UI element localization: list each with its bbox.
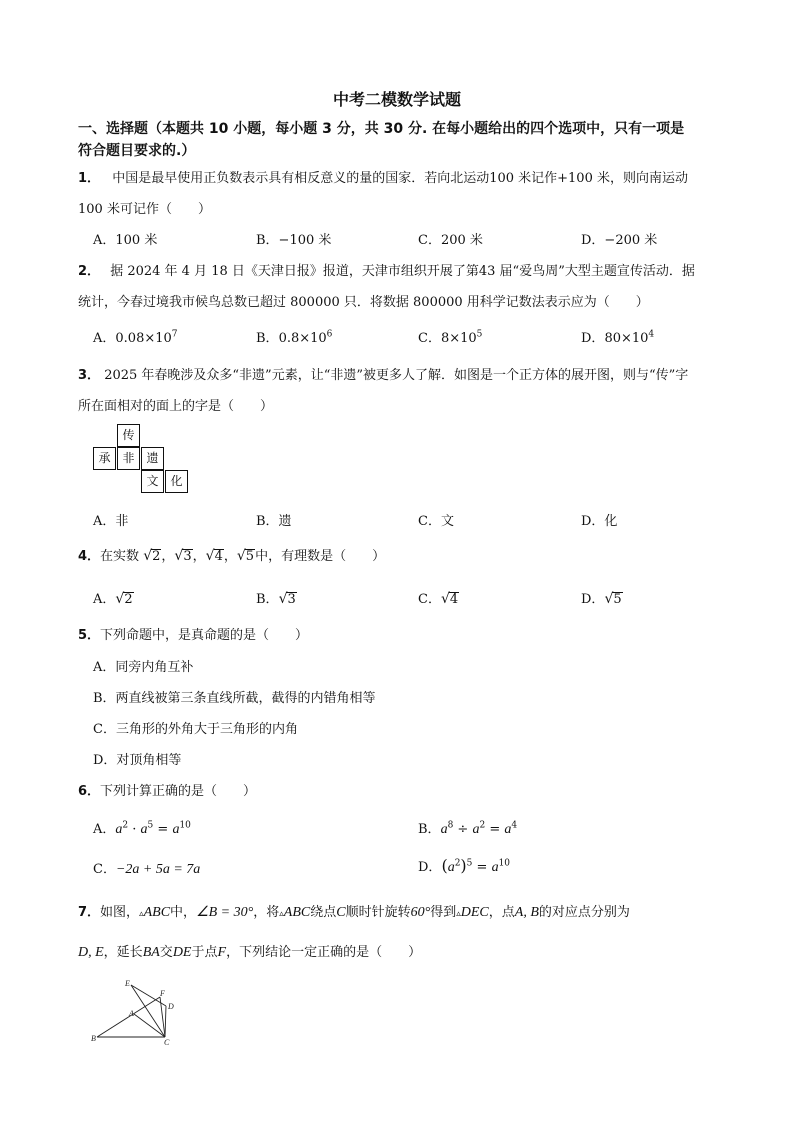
radical-sign: √ <box>278 591 288 607</box>
label-f: F <box>160 989 165 998</box>
question-2-line1 <box>78 260 695 279</box>
q1-option-a[interactable]: A．100 米 <box>93 233 158 248</box>
question-3-line1 <box>78 364 688 383</box>
question-number: 5． <box>78 628 101 643</box>
q6-option-c[interactable] <box>93 858 200 878</box>
q4-option-b[interactable] <box>256 588 297 607</box>
question-4-line1: 4．在实数 √2，√3，√4，√5中，有理数是（ ） <box>78 548 386 564</box>
option-label: D． <box>581 592 605 607</box>
option-exponent: 4 <box>648 329 655 340</box>
question-text: ，将 <box>253 905 280 920</box>
math-symbol: ∠B = 30° <box>196 905 254 920</box>
radical-sign: √ <box>604 591 614 607</box>
question-text: 于点 <box>191 945 218 960</box>
question-text: 顺时针旋转 <box>345 905 411 920</box>
option-label: C． <box>418 592 441 607</box>
question-text: 交 <box>159 945 173 960</box>
question-text: 如图， <box>100 905 140 920</box>
net-face: 化 <box>165 470 188 493</box>
q6-option-b[interactable]: B．$a^8 \div a^2 = a^4$ <box>418 820 518 837</box>
math-symbol: DEC <box>460 905 489 920</box>
radicand: 5 <box>613 592 622 607</box>
question-number: 4． <box>78 549 101 564</box>
option-base: 0.8×10 <box>278 331 327 346</box>
label-a: A <box>129 1009 134 1018</box>
label-c: C <box>164 1038 170 1047</box>
radical-sign: √ <box>115 591 125 607</box>
question-2-line2: 统计，今春过境我市候鸟总数已超过 800000 只．将数据 800000 用科学记数法表示应为（ ） <box>78 295 649 310</box>
section-heading-line1: 一、选择题（本题共 10 小题，每小题 3 分，共 30 分. 在每小题给出的四个选项中，只有一项是 <box>78 121 685 137</box>
option-base: 80×10 <box>604 331 649 346</box>
radicand: 4 <box>214 549 223 564</box>
question-number: 6． <box>78 784 101 799</box>
label-d: D <box>168 1002 174 1011</box>
option-exponent: 6 <box>326 329 333 340</box>
label-e: E <box>125 979 130 988</box>
q4-option-c[interactable] <box>418 588 459 607</box>
q6-option-d[interactable]: D．$(a^2)^5 = a^{10}$ <box>418 856 511 875</box>
question-text: 的对应点分别为 <box>538 905 630 920</box>
option-label: D． <box>418 860 442 875</box>
math-symbol: ABC <box>143 905 171 920</box>
cube-net-figure <box>93 424 193 496</box>
q2-option-d[interactable] <box>581 327 654 346</box>
question-number: 7． <box>78 905 101 920</box>
question-1-line2: 100 米可记作（ ） <box>78 202 211 217</box>
q5-option-b[interactable]: B．两直线被第三条直线所截，截得的内错角相等 <box>93 691 376 706</box>
segment-dc <box>165 1006 166 1037</box>
question-text: 据 2024 年 4 月 18 日《天津日报》报道，天津市组织开展了第43 届“爱鸟周”大型主题宣传活动．据 <box>110 264 695 279</box>
label-b: B <box>91 1034 96 1043</box>
radical-sign: √ <box>440 591 450 607</box>
option-label: D． <box>581 331 605 346</box>
option-label: A． <box>93 592 116 607</box>
q4-option-d[interactable] <box>581 588 623 607</box>
question-number: 2． <box>78 264 101 279</box>
option-label: C． <box>93 862 116 877</box>
math-symbol: DE <box>172 945 192 960</box>
option-expression: −2a + 5a = 7a <box>115 862 201 877</box>
option-exponent: 7 <box>171 329 178 340</box>
question-1-line1 <box>78 167 688 186</box>
math-symbol: A, B <box>514 905 539 920</box>
net-face: 文 <box>141 470 164 493</box>
radical-sign: √ <box>143 548 153 564</box>
radicand: 2 <box>152 549 161 564</box>
q2-option-a[interactable] <box>93 327 178 346</box>
math-symbol: C <box>336 905 346 920</box>
radicand: 3 <box>183 549 192 564</box>
question-text: 在实数 <box>100 549 140 564</box>
q3-option-a[interactable]: A．非 <box>93 514 129 529</box>
question-text: ，下列结论一定正确的是（ ） <box>226 945 422 960</box>
net-face: 承 <box>93 447 116 470</box>
q4-option-a[interactable] <box>93 588 134 607</box>
question-3-line2: 所在面相对的面上的字是（ ） <box>78 399 274 414</box>
option-base: 0.08×10 <box>115 331 172 346</box>
option-base: 8×10 <box>440 331 477 346</box>
question-text: 绕点 <box>310 905 337 920</box>
radicand: 4 <box>449 592 459 607</box>
question-5-line1 <box>78 624 308 643</box>
q3-option-d[interactable]: D．化 <box>581 514 618 529</box>
question-text: 下列计算正确的是（ ） <box>100 784 257 799</box>
net-face: 遗 <box>141 447 164 470</box>
q5-option-c[interactable]: C．三角形的外角大于三角形的内角 <box>93 722 298 737</box>
question-text: ，延长 <box>103 945 143 960</box>
option-label: B． <box>256 592 279 607</box>
q3-option-b[interactable]: B．遗 <box>256 514 292 529</box>
radicand: 2 <box>124 592 133 607</box>
option-label: B． <box>418 822 441 837</box>
q5-option-a[interactable]: A．同旁内角互补 <box>93 660 194 675</box>
question-7-line2 <box>78 941 421 961</box>
radicand: 5 <box>245 549 255 564</box>
net-face: 非 <box>117 447 140 470</box>
q1-option-c[interactable]: C．200 米 <box>418 233 483 248</box>
option-label: A． <box>93 822 116 837</box>
page-title: 中考二模数学试题 <box>332 90 461 109</box>
question-text: 下列命题中，是真命题的是（ ） <box>100 628 309 643</box>
q5-option-d[interactable]: D．对顶角相等 <box>93 753 182 768</box>
radical-sign: √ <box>236 548 246 564</box>
option-exponent: 5 <box>476 329 483 340</box>
question-text: 中，有理数是（ ） <box>255 549 386 564</box>
question-text: 中国是最早使用正负数表示具有相反意义的量的国家．若向北运动100 米记作+100 米，则向南运动 <box>112 171 688 186</box>
math-symbol: BA <box>142 945 160 960</box>
option-label: B． <box>256 331 279 346</box>
q2-option-c[interactable] <box>418 327 482 346</box>
math-symbol: ABC <box>283 905 311 920</box>
q1-option-d[interactable]: D．−200 米 <box>581 233 658 248</box>
question-text: 2025 年春晚涉及众多“非遗”元素，让“非遗”被更多人了解．如图是一个正方体的展开图，则与“传”字 <box>104 368 689 383</box>
radical-sign: √ <box>174 548 184 564</box>
radical-sign: √ <box>205 548 215 564</box>
segment-ac <box>134 1014 165 1037</box>
question-text: 得到 <box>430 905 457 920</box>
math-symbol: F <box>217 945 227 960</box>
q6-option-a[interactable]: A．$a^2 \cdot a^5 = a^{10}$ <box>93 820 191 837</box>
math-symbol: D, E <box>78 945 104 960</box>
section-heading-line2: 符合题目要求的.） <box>78 143 196 159</box>
option-label: A． <box>93 331 116 346</box>
q3-option-c[interactable]: C．文 <box>418 514 454 529</box>
question-number: 1． <box>78 171 101 186</box>
question-6-line1 <box>78 780 256 799</box>
radicand: 3 <box>287 592 296 607</box>
question-number: 3． <box>78 368 101 383</box>
q1-option-b[interactable]: B．−100 米 <box>256 233 332 248</box>
question-text: ，点 <box>488 905 515 920</box>
option-label: C． <box>418 331 441 346</box>
net-face: 传 <box>117 424 140 447</box>
rotation-figure <box>88 975 188 1047</box>
question-7-line1: 7．如图，▵ABC中，∠B = 30°，将▵ABC绕点C顺时针旋转60°得到▵DEC，点A, B的对应点分别为 <box>78 905 630 920</box>
question-text: 中， <box>170 905 197 920</box>
q2-option-b[interactable] <box>256 327 332 346</box>
math-symbol: 60° <box>410 905 431 920</box>
